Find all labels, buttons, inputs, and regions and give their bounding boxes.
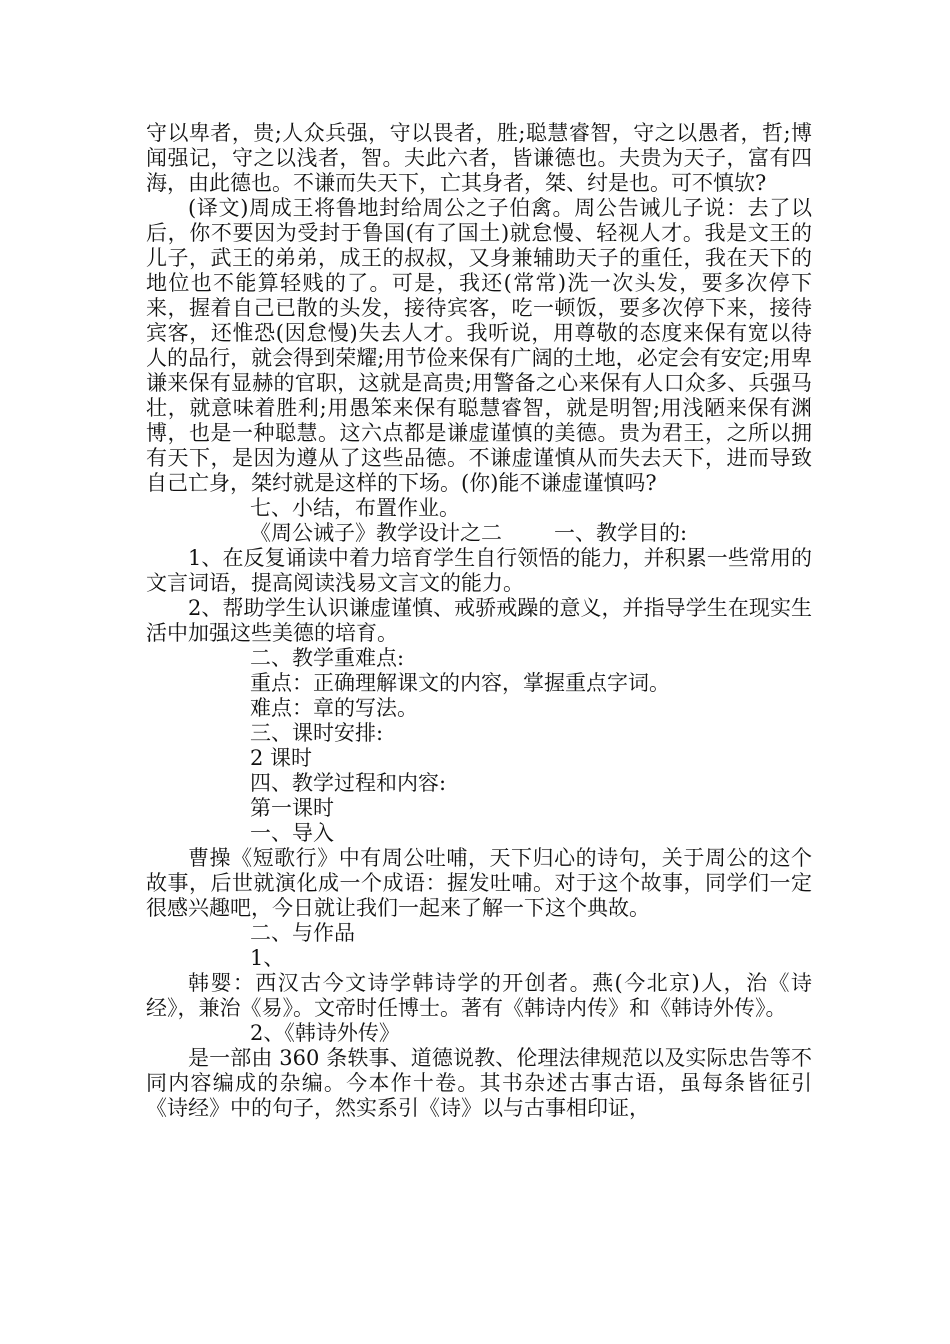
objective-item-2: 2、帮助学生认识谦虚谨慎、戒骄戒躁的意义，并指导学生在现实生活中加强这些美德的培育。 <box>146 596 812 645</box>
difficult-points: 难点：章的写法。 <box>250 696 418 720</box>
schedule-value: 2 课时 <box>250 746 313 770</box>
first-lesson-heading: 第一课时 <box>250 796 334 820</box>
teaching-objectives-heading: 一、教学目的: <box>554 521 688 545</box>
introduction-text: 曹操《短歌行》中有周公吐哺，天下归心的诗句，关于周公的这个故事，后世就演化成一个成语：握发吐哺。对于这个故事，同学们一定很感兴趣吧，今日就让我们一起来了解一下这个典故。 <box>146 846 812 920</box>
process-heading: 四、教学过程和内容: <box>250 771 447 795</box>
author-han-ying: 韩婴：西汉古今文诗学韩诗学的开创者。燕(今北京)人，治《诗经》，兼治《易》。文帝时任博士。著有《韩诗内传》和《韩诗外传》。 <box>146 971 812 1020</box>
design-title: 《周公诫子》教学设计之二 <box>250 521 502 545</box>
work-title-heading: 2、《韩诗外传》 <box>250 1021 400 1045</box>
document-body <box>146 121 812 1121</box>
section-summary-homework: 七、小结，布置作业。 <box>250 496 460 520</box>
design-title-line <box>146 521 812 546</box>
objective-item-1: 1、在反复诵读中着力培育学生自行领悟的能力，并积累一些常用的文言词语，提高阅读浅易文言文的能力。 <box>146 546 812 595</box>
item-1-marker: 1、 <box>250 946 285 970</box>
work-description: 是一部由 360 条轶事、道德说教、伦理法律规范以及实际忠告等不同内容编成的杂编。今本作十卷。其书杂述古事古语，虽每条皆征引《诗经》中的句子，然实系引《诗》以与古事相印证， <box>146 1046 812 1120</box>
paragraph-original-text: 守以卑者，贵;人众兵强，守以畏者，胜;聪慧睿智，守之以愚者，哲;博闻强记，守之以浅者，智。夫此六者，皆谦德也。夫贵为天子，富有四海，由此德也。不谦而失天下，亡其身者，桀、纣是也。可不慎欤? <box>146 121 812 195</box>
key-points: 重点：正确理解课文的内容，掌握重点字词。 <box>250 671 670 695</box>
introduction-heading: 一、导入 <box>250 821 334 845</box>
author-works-heading: 二、与作品 <box>250 921 355 945</box>
paragraph-translation: (译文)周成王将鲁地封给周公之子伯禽。周公告诫儿子说：去了以后，你不要因为受封于鲁国(有了国土)就怠慢、轻视人才。我是文王的儿子，武王的弟弟，成王的叔叔，又身兼辅助天子的重任，我在天下的地位也不能算轻贱的了。可是，我还(常常)洗一次头发，要多次停下来，握着自己已散的头发，接待宾客，吃一顿饭，要多次停下来，接待宾客，还惟恐(因怠慢)失去人才。我听说，用尊敬的态度来保有宽以待人的品行，就会得到荣耀;用节俭来保有广阔的土地，必定会有安定;用卑谦来保有显赫的官职，这就是高贵;用警备之心来保有人口众多、兵强马壮，就意味着胜利;用愚笨来保有聪慧睿智，就是明智;用浅陋来保有渊博，也是一种聪慧。这六点都是谦虚谨慎的美德。贵为君王，之所以拥有天下，是因为遵从了这些品德。不谦虚谨慎从而失去天下，进而导致自己亡身，桀纣就是这样的下场。(你)能不谦虚谨慎吗? <box>146 196 812 495</box>
schedule-heading: 三、课时安排: <box>250 721 384 745</box>
key-difficulties-heading: 二、教学重难点: <box>250 646 405 670</box>
